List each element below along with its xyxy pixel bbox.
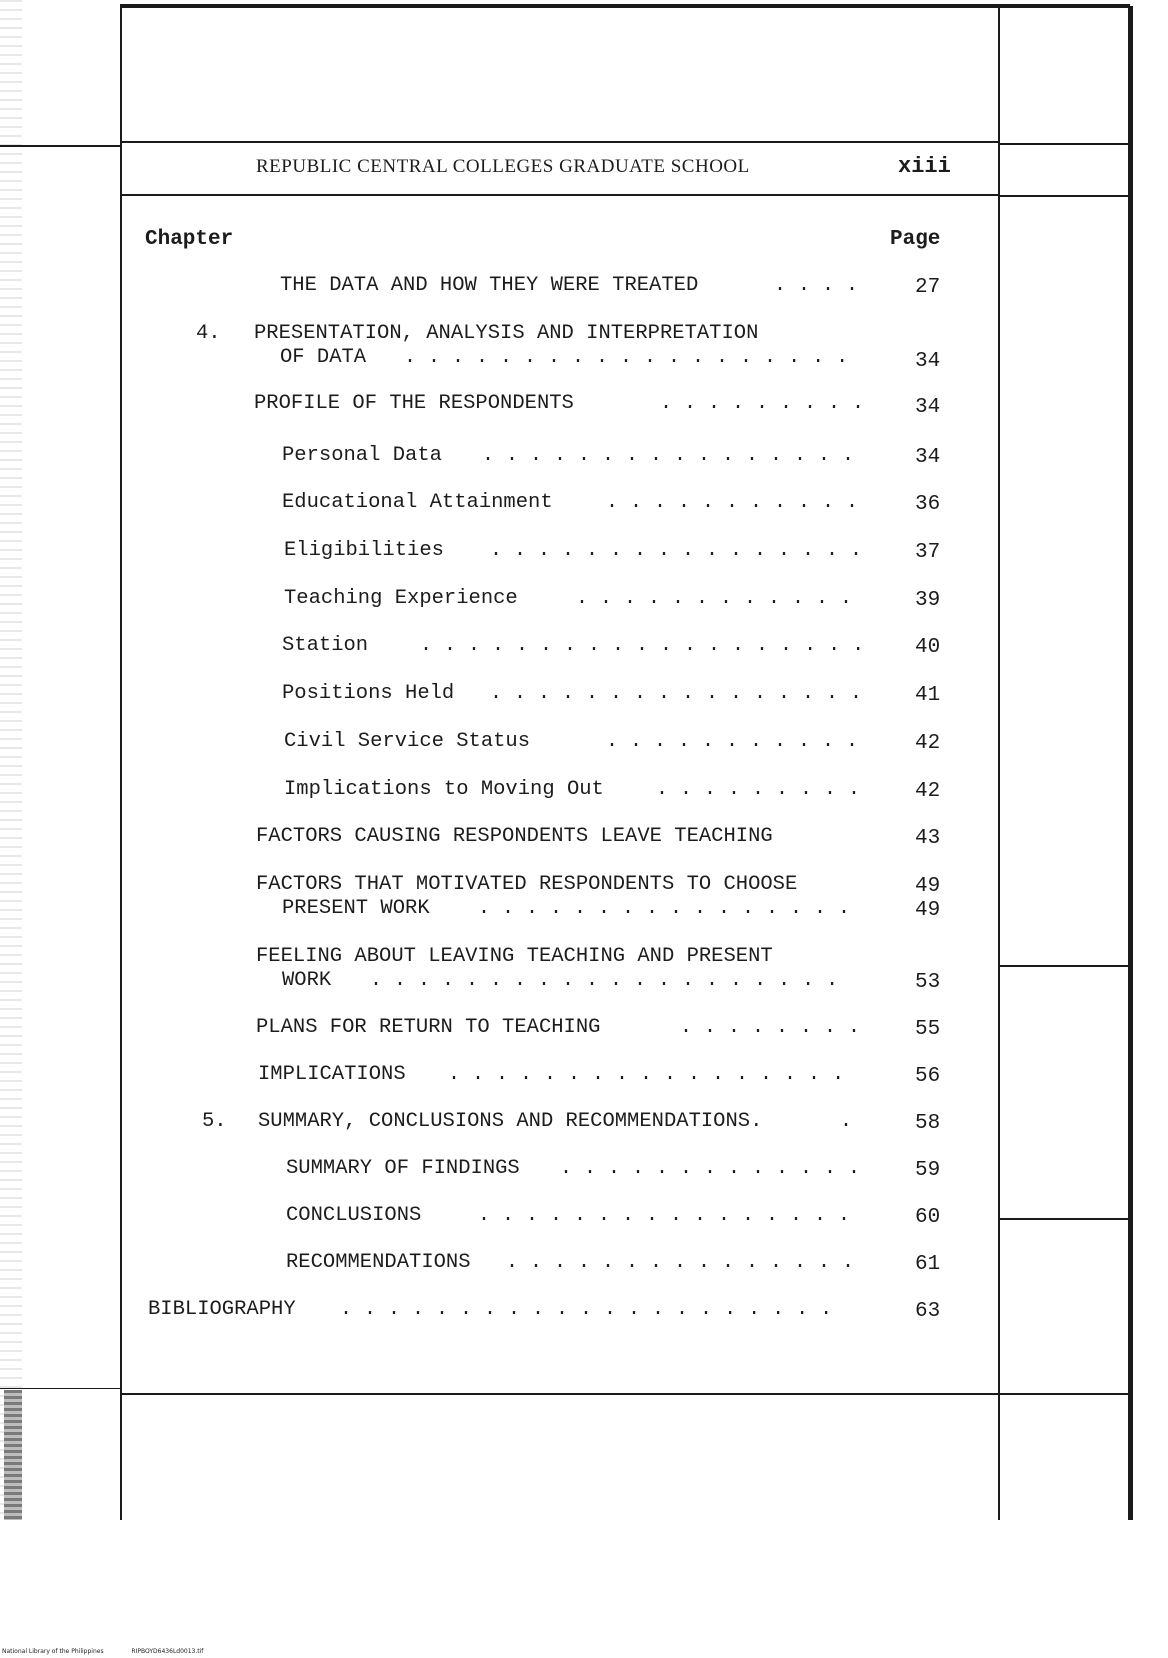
leader-dots: . . . . (774, 274, 859, 297)
toc-entry-title: RECOMMENDATIONS (286, 1251, 471, 1274)
leader-dots: . . . . . . . . . . . . . . . . (490, 682, 863, 705)
toc-entry-page: 60 (915, 1206, 941, 1229)
toc-entry-page: 56 (915, 1065, 941, 1088)
right-margin-rule-header (1000, 195, 1128, 197)
top-border (120, 4, 1130, 8)
leader-dots: . . . . . . . . . . . . . . . . . (448, 1063, 845, 1086)
scan-edge-shadow (4, 1390, 22, 1520)
toc-entry-title-continued: WORK (282, 969, 332, 992)
leader-dots: . . . . . . . . . . . (606, 491, 859, 514)
toc-entry-title: PRESENTATION, ANALYSIS AND INTERPRETATION (254, 322, 759, 345)
toc-entry-page: 43 (915, 827, 941, 850)
toc-entry-title: Eligibilities (284, 539, 444, 562)
toc-entry-title: FEELING ABOUT LEAVING TEACHING AND PRESENT (256, 945, 773, 968)
toc-entry-page: 42 (915, 732, 941, 755)
toc-entry-page: 59 (915, 1159, 941, 1182)
toc-entry-page: 34 (915, 396, 941, 419)
leader-dots: . . . . . . . . . (660, 392, 865, 415)
toc-entry-page: 40 (915, 636, 941, 659)
bottom-rule (122, 1393, 1128, 1395)
leader-dots: . . . . . . . . . . . . . . . . (478, 897, 851, 920)
scan-file-name: RIPBOYD6436Ld0013.tif (131, 1648, 204, 1655)
right-margin-rule-mid (1000, 965, 1128, 967)
toc-entry-title: Teaching Experience (284, 587, 518, 610)
toc-entry-page: 53 (915, 971, 941, 994)
header-top-rule (122, 141, 998, 143)
toc-entry-title: FACTORS CAUSING RESPONDENTS LEAVE TEACHING (256, 825, 773, 848)
toc-entry-title: CONCLUSIONS (286, 1204, 422, 1227)
toc-entry-page: 27 (915, 276, 941, 299)
leader-dots: . . . . . . . . . . . . . . . . (478, 1204, 851, 1227)
leader-dots: . . . . . . . . . . . . . (560, 1157, 861, 1180)
right-vertical-rule (998, 6, 1000, 1520)
scan-footer (2, 1648, 203, 1655)
left-vertical-rule (120, 6, 122, 1520)
toc-entry-page: 41 (915, 684, 941, 707)
toc-entry-title-continued: PRESENT WORK (282, 897, 430, 920)
right-margin-rule-top (1000, 143, 1128, 145)
toc-entry-title: Implications to Moving Out (284, 778, 604, 801)
far-right-vertical-rule (1128, 6, 1133, 1520)
leader-dots: . . . . . . . . . (656, 778, 861, 801)
toc-entry-title: IMPLICATIONS (258, 1063, 406, 1086)
leader-dots: . . . . . . . . . . . (606, 730, 859, 753)
leader-dots: . . . . . . . . . . . . . . . . . . . (420, 634, 865, 657)
leader-dots: . . . . . . . . (680, 1016, 861, 1039)
leader-dots: . . . . . . . . . . . . . . . (506, 1251, 855, 1274)
toc-entry-page-continued: 49 (915, 899, 941, 922)
page-column-heading: Page (890, 228, 941, 251)
library-credit: National Library of the Philippines (2, 1648, 104, 1655)
header-bottom-rule (122, 194, 998, 196)
leader-dots: . . . . . . . . . . . . . . . . . . . . (370, 969, 839, 992)
toc-entry-page: 39 (915, 589, 941, 612)
toc-entry-title-continued: OF DATA (280, 346, 367, 369)
chapter-number: 5. (202, 1110, 227, 1133)
toc-entry-page: 37 (915, 541, 941, 564)
chapter-column-heading: Chapter (145, 228, 234, 251)
toc-entry-page: 34 (915, 350, 941, 373)
toc-entry-page: 58 (915, 1112, 941, 1135)
toc-entry-title: BIBLIOGRAPHY (148, 1298, 296, 1321)
scan-edge-noise (0, 0, 22, 1520)
toc-entry-title: Station (282, 634, 369, 657)
toc-entry-title: FACTORS THAT MOTIVATED RESPONDENTS TO CHOOSE (256, 873, 798, 896)
toc-entry-title: SUMMARY OF FINDINGS (286, 1157, 520, 1180)
toc-entry-page: 49 (915, 875, 941, 898)
toc-entry-title: Personal Data (282, 444, 442, 467)
toc-entry-page: 36 (915, 493, 941, 516)
toc-entry-page: 63 (915, 1300, 941, 1323)
toc-entry-title: Educational Attainment (282, 491, 553, 514)
toc-entry-title: THE DATA AND HOW THEY WERE TREATED (280, 274, 699, 297)
institution-header: REPUBLIC CENTRAL COLLEGES GRADUATE SCHOOL (256, 156, 750, 177)
leader-dots: . . . . . . . . . . . . . . . . . . . . . (340, 1298, 833, 1321)
toc-entry-title: Civil Service Status (284, 730, 531, 753)
leader-dots: . . . . . . . . . . . . . . . . (482, 444, 855, 467)
leader-dots: . . . . . . . . . . . . . . . . . . . (404, 346, 849, 369)
toc-entry-title: Positions Held (282, 682, 455, 705)
toc-entry-page: 61 (915, 1253, 941, 1276)
leader-dots: . . . . . . . . . . . . . . . . (490, 539, 863, 562)
page-number: xiii (898, 154, 951, 179)
toc-entry-title: SUMMARY, CONCLUSIONS AND RECOMMENDATIONS. (258, 1110, 763, 1133)
toc-entry-page: 42 (915, 780, 941, 803)
leader-dots: . . . . . . . . . . . . (576, 587, 853, 610)
toc-entry-page: 34 (915, 446, 941, 469)
toc-entry-page: 55 (915, 1018, 941, 1041)
left-bottom-rule (0, 1388, 120, 1389)
left-margin-rule (0, 145, 120, 147)
right-margin-rule-lower (1000, 1218, 1128, 1220)
toc-entry-title: PROFILE OF THE RESPONDENTS (254, 392, 574, 415)
leader-dots: . (840, 1110, 853, 1133)
toc-entry-title: PLANS FOR RETURN TO TEACHING (256, 1016, 601, 1039)
chapter-number: 4. (196, 322, 221, 345)
